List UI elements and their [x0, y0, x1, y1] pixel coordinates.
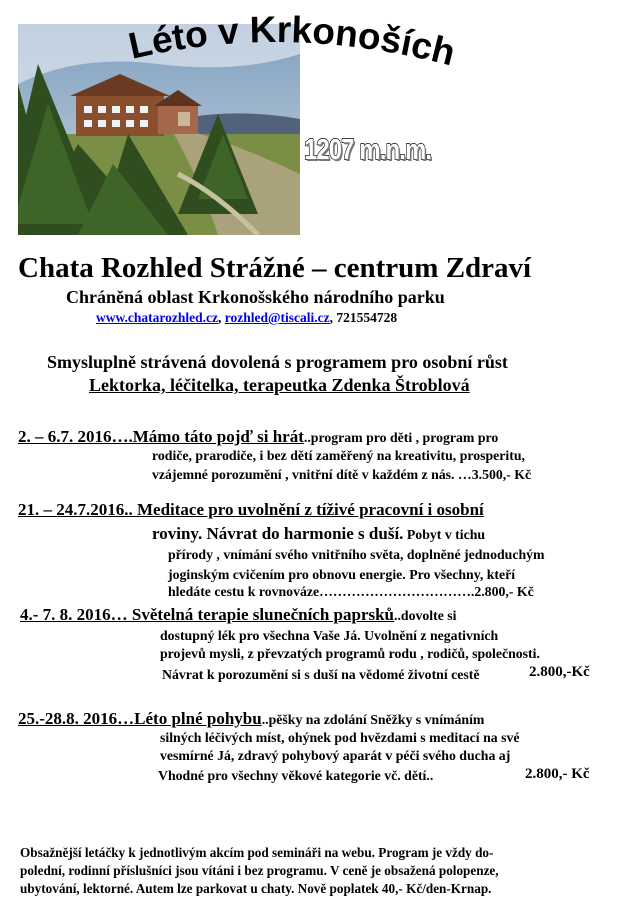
event-3-lead: ..dovolte si: [394, 608, 457, 623]
footer-line: ubytování, lektorné. Autem lze parkovat u chaty. Nově poplatek 40,- Kč/den-Krnap.: [20, 881, 492, 896]
contact-line: [96, 310, 397, 326]
event-2-heading2: roviny. Návrat do harmonie s duší.: [152, 524, 404, 543]
event-4-lead: ..pěšky na zdolání Sněžky s vnímáním: [261, 712, 485, 727]
event-1-line: vzájemné porozumění , vnitřní dítě v každém z nás. …3.500,- Kč: [152, 467, 532, 482]
email-link[interactable]: rozhled@tiscali.cz: [224, 310, 330, 325]
footer-line: Obsažnější letáčky k jednotlivým akcím pod semináři na webu. Program je vždy do-: [20, 845, 494, 860]
event-2-heading-line: [18, 500, 484, 520]
event-2-lead: Pobyt v tichu: [403, 527, 486, 542]
subtitle: Chráněná oblast Krkonošského národního parku: [66, 287, 445, 307]
event-1-line: rodiče, prarodiče, i bez dětí zaměřený na kreativitu, prosperitu,: [152, 448, 525, 463]
event-4-line: silných léčivých míst, ohýnek pod hvězdami s meditací na své: [160, 730, 520, 745]
page-title: Chata Rozhled Strážné – centrum Zdraví: [18, 252, 532, 284]
phone-number: , 721554728: [329, 310, 398, 325]
tagline: Smysluplně strávená dovolená s programem pro osobní růst: [47, 352, 508, 372]
event-2-line: přírody , vnímání svého vnitřního světa, doplněné jednoduchým: [168, 547, 545, 562]
event-4-price: 2.800,- Kč: [525, 766, 590, 782]
event-3-heading-line: [20, 605, 457, 625]
event-4-heading: 25.-28.8. 2016…Léto plné pohybu: [18, 709, 262, 728]
lecturer-line: Lektorka, léčitelka, terapeutka Zdenka Štroblová: [89, 375, 470, 395]
event-2-line: joginským cvičením pro obnovu energie. Pro všechny, kteří: [168, 567, 516, 582]
event-1-heading-line: [18, 427, 498, 447]
event-3-price: 2.800,-Kč: [529, 664, 590, 680]
event-1-heading: 2. – 6.7. 2016….Mámo táto pojď si hrát: [18, 427, 304, 446]
event-2-line: hledáte cestu k rovnováze…………………………….2.800,- Kč: [168, 584, 534, 599]
website-link[interactable]: www.chatarozhled.cz: [96, 310, 218, 325]
event-4-line: vesmírné Já, zdravý pohybový aparát v péči svého ducha aj: [160, 748, 511, 763]
event-1-lead: ..program pro děti , program pro: [303, 430, 499, 445]
event-3-line: Návrat k porozumění si s duší na vědomé životní cestě: [162, 667, 480, 682]
footer-line: polední, rodinní příslušníci jsou vítáni i bez programu. V ceně je obsažená polopenze,: [20, 863, 499, 878]
event-2-heading: 21. – 24.7.2016.. Meditace pro uvolnění z tíživé pracovní i osobní: [18, 500, 484, 519]
contact-separator: ,: [217, 310, 225, 325]
event-4-heading-line: [18, 709, 484, 729]
event-3-heading: 4.- 7. 8. 2016… Světelná terapie slunečních paprsků: [20, 605, 395, 624]
headline-text: Léto v Krkonoších: [124, 14, 460, 74]
event-3-line: dostupný lék pro všechna Vaše Já. Uvolnění z negativních: [160, 628, 499, 643]
event-4-line: Vhodné pro všechny věkové kategorie vč. dětí..: [158, 768, 434, 783]
event-3-line: projevů mysli, z převzatých programů rodu , rodičů, společnosti.: [160, 646, 540, 661]
page-headline-arc: [120, 14, 520, 114]
event-2-heading2-line: [152, 524, 485, 544]
altitude-label: 1207 m.n.m.: [304, 134, 432, 166]
